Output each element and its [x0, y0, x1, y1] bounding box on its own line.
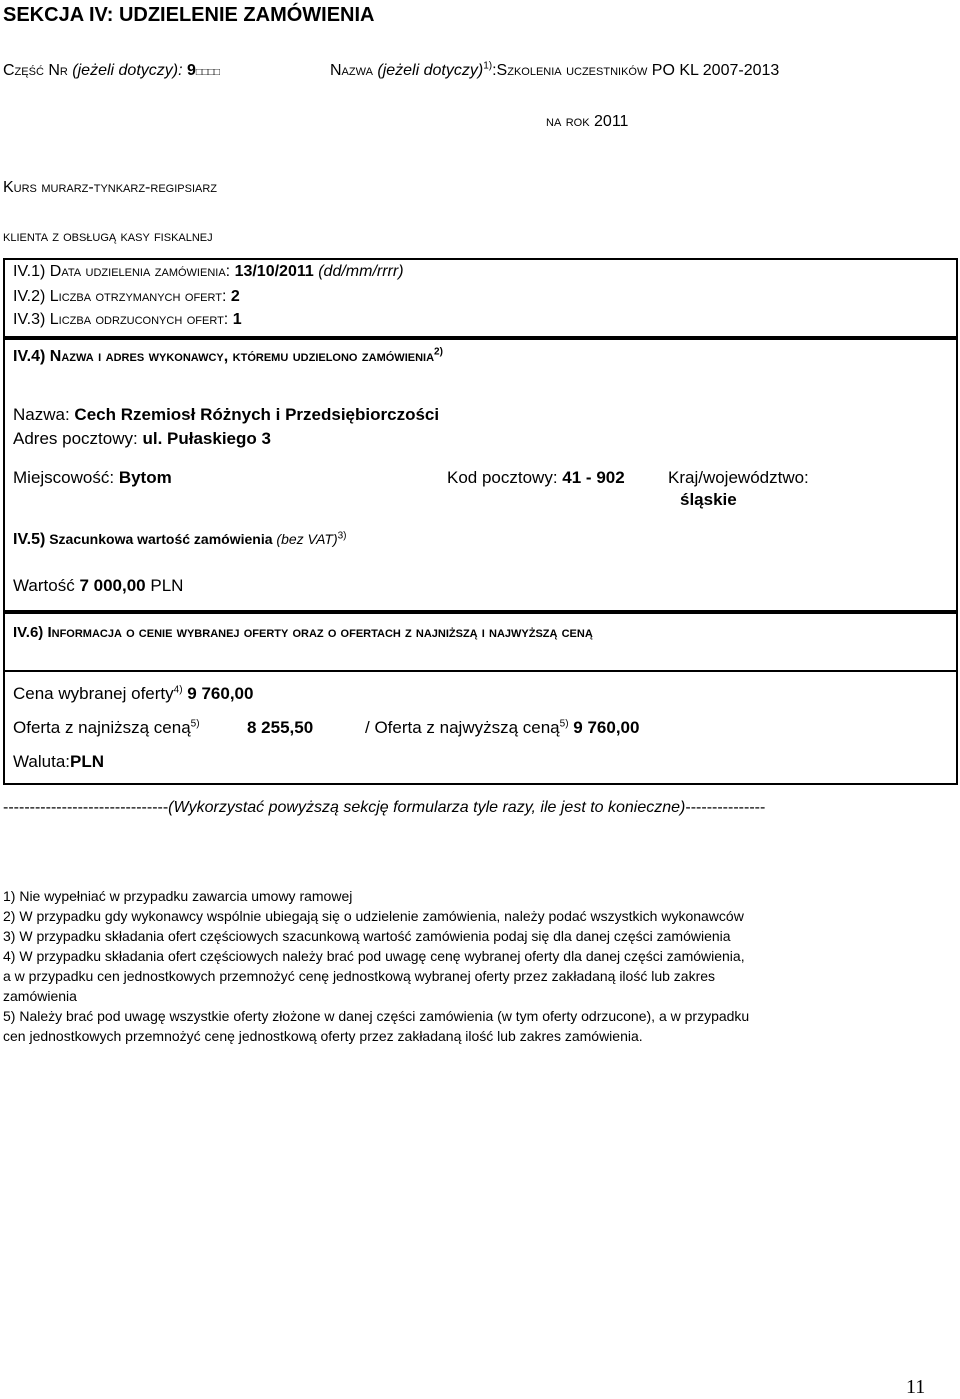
part-label: Część Nr [3, 62, 68, 79]
iv3-value: 1 [232, 311, 242, 328]
footnote-4: 4) W przypadku składania ofert częściowych należy brać pod uwagę cenę wybranej oferty dla danej części zamówienia, [3, 948, 745, 964]
iv5-label: Szacunkowa wartość zamówienia [49, 531, 273, 547]
iv4-heading [13, 348, 443, 366]
footnote-4-cont: a w przypadku cen jednostkowych przemnożyć cenę jednostkową wybranej oferty przez zakładaną ilość lub zakres [3, 968, 716, 984]
kod-value: 41 - 902 [562, 468, 625, 487]
wartosc-label: Wartość [13, 576, 75, 595]
iv2-label: IV.2) Liczba otrzymanych ofert: [13, 288, 227, 305]
najwyzsza-sup: 5) [559, 718, 569, 730]
separator-line [3, 799, 765, 817]
waluta-line [13, 752, 104, 772]
page-number: 11 [906, 1376, 926, 1398]
cena-label: Cena wybranej oferty [13, 684, 174, 703]
iv4-sup: 2) [434, 346, 443, 358]
kraj-label: Kraj/województwo: [668, 468, 809, 487]
najnizsza-line [13, 718, 200, 738]
iv3-label: IV.3) Liczba odrzuconych ofert: [13, 311, 229, 328]
iv1-value: 13/10/2011 [234, 263, 314, 280]
course-line-1: Kurs murarz-tynkarz-regipsiarz [3, 179, 218, 196]
najwyzsza-value: 9 760,00 [573, 718, 640, 737]
part-name-label: Nazwa [330, 62, 373, 79]
miejscowosc-line [13, 468, 172, 488]
na-rok-label: na rok [546, 113, 590, 130]
nazwa-label: Nazwa: [13, 405, 70, 424]
cena-line [13, 684, 253, 704]
cena-sup: 4) [173, 684, 183, 696]
iv1-label: IV.1) Data udzielenia zamówienia: [13, 263, 231, 280]
iv1-line [13, 263, 404, 281]
iv4-5-box [3, 338, 958, 612]
footnote-2: 2) W przypadku gdy wykonawcy wspólnie ubiegają się o udzielenie zamówienia, należy podać wszystkich wykonawców [3, 908, 744, 924]
kraj-value: śląskie [680, 490, 737, 509]
course-line-2: klienta z obsługą kasy fiskalnej [3, 228, 213, 245]
nazwa-value: Cech Rzemiosł Różnych i Przedsiębiorczości [74, 405, 440, 424]
adres-value: ul. Pułaskiego 3 [142, 429, 271, 448]
part-boxes: □□□□ [195, 67, 221, 78]
part-line [3, 62, 220, 80]
waluta-label: Waluta: [13, 752, 71, 771]
iv6-box [3, 612, 958, 785]
iv2-value: 2 [230, 288, 240, 305]
footnote-1: 1) Nie wypełniać w przypadku zawarcia umowy ramowej [3, 888, 353, 904]
part-name-note: (jeżeli dotyczy) [377, 62, 484, 79]
wartosc-value: 7 000,00 [79, 576, 146, 595]
part-name-line: Nazwa (jeżeli dotyczy)$^{1)}$:Szkolenia uczestników PO KL 2007-2013 [330, 60, 780, 79]
iv5-prefix: IV.5) [13, 531, 46, 548]
wartosc-currency: PLN [150, 576, 184, 595]
najnizsza-sup: 5) [190, 718, 200, 730]
footnote-5-cont: cen jednostkowych przemnożyć cenę jednostkową oferty przez zakładaną ilość lub zakres zamówienia. [3, 1028, 643, 1044]
najwyzsza-label: / Oferta z najwyższą ceną [365, 718, 560, 737]
na-rok-line [546, 113, 628, 131]
adres-line [13, 429, 271, 449]
miejscowosc-value: Bytom [118, 468, 172, 487]
iv5-heading [13, 531, 347, 549]
iv5-sup: 3) [337, 530, 347, 542]
iv1-format: (dd/mm/rrrr) [318, 263, 404, 280]
iv6-heading [13, 624, 593, 641]
wartosc-line [13, 576, 183, 596]
nazwa-line [13, 405, 439, 425]
part-name-sup: 1) [483, 60, 493, 72]
part-name-value: Szkolenia uczestników [496, 62, 648, 79]
separator-right: --------------- [685, 799, 766, 816]
footnote-4-cont2: zamówienia [3, 988, 77, 1004]
adres-label: Adres pocztowy: [13, 429, 138, 448]
iv1-3-box [3, 258, 958, 338]
iv6-label: IV.6) Informacja o cenie wybranej oferty oraz o ofertach z najniższą i najwyższą ceną [13, 624, 593, 641]
kod-label: Kod pocztowy: [447, 468, 558, 487]
section-title: SEKCJA IV: UDZIELENIE ZAMÓWIENIA [3, 4, 375, 26]
iv5-note: (bez VAT) [276, 531, 338, 547]
part-name-value-tail: PO KL 2007-2013 [651, 62, 780, 79]
najwyzsza-line [365, 718, 639, 738]
separator-text: (Wykorzystać powyższą sekcję formularza tyle razy, ile jest to konieczne) [168, 799, 686, 816]
cena-value: 9 760,00 [187, 684, 254, 703]
waluta-value: PLN [70, 752, 105, 771]
miejscowosc-label: Miejscowość: [13, 468, 115, 487]
najnizsza-value: 8 255,50 [247, 718, 314, 737]
kod-line [447, 468, 625, 488]
part-label-note: (jeżeli dotyczy): [72, 62, 183, 79]
najnizsza-label: Oferta z najniższą ceną [13, 718, 191, 737]
part-number: 9 [187, 62, 196, 79]
na-rok-value: 2011 [594, 113, 629, 130]
iv3-line [13, 311, 242, 329]
footnote-3: 3) W przypadku składania ofert częściowych szacunkową wartość zamówienia podaj się dla danej części zamówienia [3, 928, 731, 944]
iv6-divider [5, 670, 956, 672]
separator-left: ------------------------------- [3, 799, 169, 816]
footnote-5: 5) Należy brać pod uwagę wszystkie oferty złożone w danej części zamówienia (w tym oferty odrzucone), a w przypadku [3, 1008, 750, 1024]
iv2-line [13, 288, 240, 306]
iv4-label: IV.4) Nazwa i adres wykonawcy, któremu udzielono zamówienia [13, 348, 435, 365]
